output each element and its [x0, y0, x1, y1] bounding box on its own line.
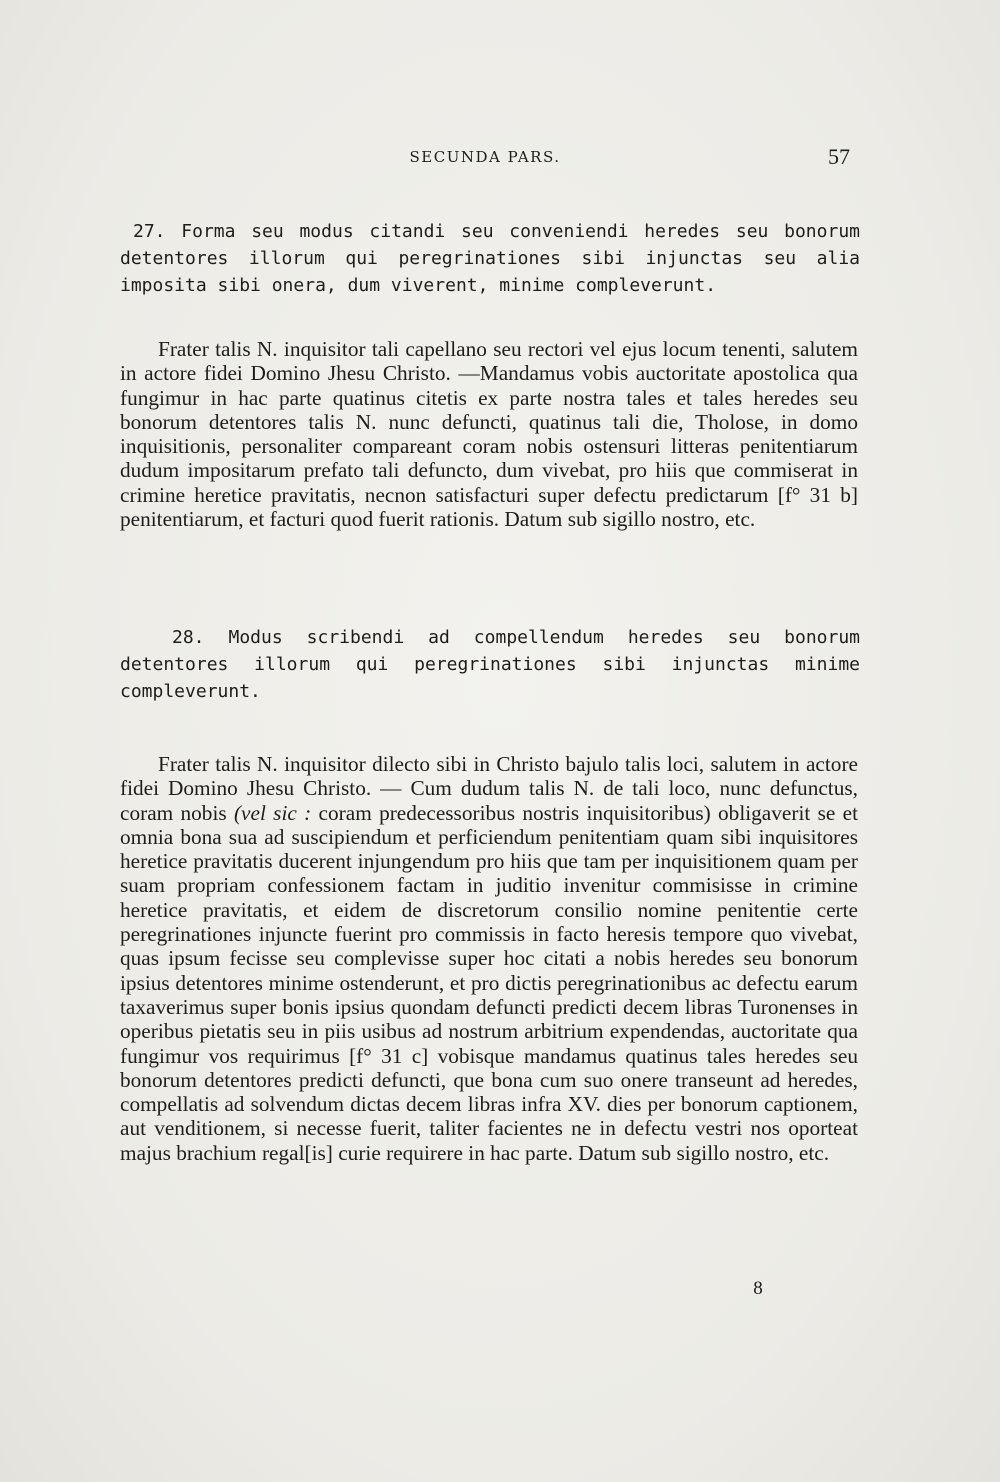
- section-28-body-part-2: coram predecessoribus nostris inquisitoribus) obligaverit se et omnia bona sua ad suscipiendum et perficiendum penitentiam quam sibi inquisitores heretice pravitatis ducerent injungendum pro hiis que tam per inquisitionem quam per suam propriam confessionem factam in juditio invenitur commisisse in crimine heretice pravitatis, et eidem de discretorum consilio nomine penitentie certe peregrinationes injuncte fuerint pro commissis in facto heresis tempore quo vivebat, quas ipsum fecisse seu complevisse super hoc citati a nobis heredes seu bonorum ipsius detentores minime ostenderunt, et pro dictis peregrinationibus ac defectu earum taxaverimus super bonis ipsius quondam defuncti predicti decem libras Turonenses in operibus pietatis seu in piis usibus ad nostrum arbitrium expendendas, auctoritate qua fungimur vos requirimus [f° 31 c] vobisque mandamus quatinus tales heredes seu bonorum detentores predicti defuncti, que bona cum suo onere transeunt ad heredes, compellatis ad solvendum dictas decem libras infra XV. dies per bonorum captionem, aut venditionem, si necesse fuerit, taliter facientes ne in defectu vestri nos oporteat majus brachium regal[is] curie requirere in hac parte. Datum sub sigillo nostro, etc.: [120, 800, 859, 1165]
- running-title: SECUNDA PARS.: [409, 148, 561, 166]
- section-27-body: Frater talis N. inquisitor tali capellano seu rectori vel ejus locum tenenti, salutem in actore fidei Domino Jhesu Christo. —Mandamus vobis auctoritate apostolica qua fungimur in hac parte quatinus citetis ex parte nostra tales et tales heredes seu bonorum detentores talis N. nunc defuncti, quatinus tali die, Tholose, in domo inquisitionis, personaliter compareant coram nobis ostensuri litteras penitentiarum dudum impositarum prefato tali defuncto, dum vivebat, pro hiis que commiserat in crimine heretice pravitatis, necnon satisfacturi super defectu predictarum [f° 31 b] penitentiarum, et facturi quod fuerit rationis. Datum sub sigillo nostro, etc.: [120, 337, 858, 532]
- section-28-body: [120, 752, 858, 1165]
- section-28-body-italic-note: (vel sic :: [233, 800, 312, 825]
- section-27-heading: 27. Forma seu modus citandi seu conveniendi heredes seu bonorum detentores illorum qui peregrinationes sibi injunctas seu alia imposita sibi onera, dum viverent, minime compleverunt.: [120, 221, 860, 296]
- section-28-body-part-1: Frater talis N. inquisitor dilecto sibi in Christo bajulo talis loci, salutem in actore fidei Domino Jhesu Christo. — Cum dudum talis N. de tali loco, nunc defunctus, coram nobis: [120, 752, 858, 825]
- section-28-heading: 28. Modus scribendi ad compellendum heredes seu bonorum detentores illorum qui peregrinationes sibi injunctas minime compleverunt.: [120, 627, 860, 702]
- signature-mark: 8: [753, 1278, 763, 1299]
- running-head: [120, 146, 850, 170]
- page-number: 57: [828, 144, 850, 169]
